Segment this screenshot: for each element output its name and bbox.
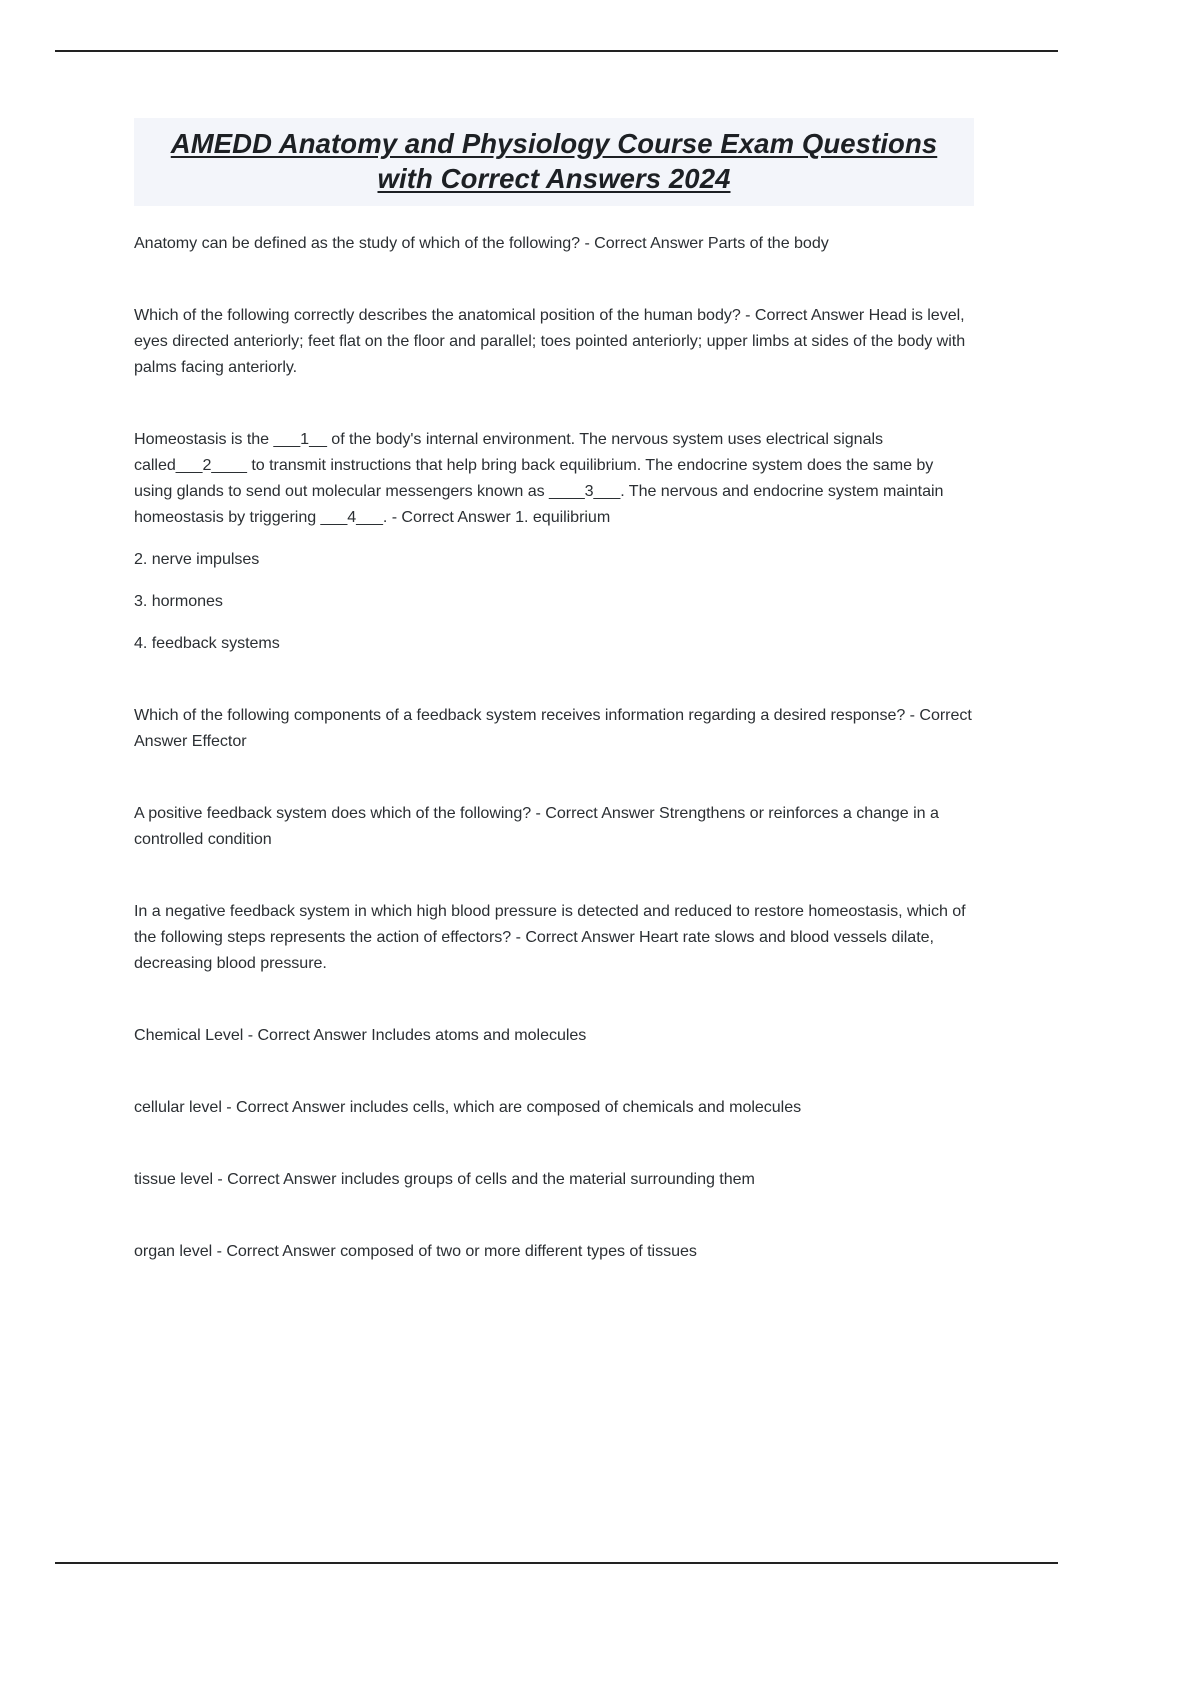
qa-block-anatomical-position: Which of the following correctly describes the anatomical position of the human body? - Correct Answer Head is level, eyes directed anteriorly; feet flat on the floor and parallel; toes pointed anteriorly; upper limbs at sides of the body with palms facing anteriorly. bbox=[134, 306, 966, 376]
qa-block-homeostasis-fill-in: Homeostasis is the ___1__ of the body's internal environment. The nervous system uses electrical signals called___2____ to transmit instructions that help bring back equilibrium. The endocrine system does the same by using glands to send out molecular messengers known as ____3___. The nervous and endocrine system maintain homeostasis by triggering ___4___. - Correct Answer 1. equilibrium bbox=[134, 430, 944, 526]
definition-chemical-level: Chemical Level - Correct Answer Includes atoms and molecules bbox=[134, 1026, 587, 1044]
document-title bbox=[134, 118, 974, 206]
qa-block-positive-feedback: A positive feedback system does which of the following? - Correct Answer Strengthens or reinforces a change in a controlled condition bbox=[134, 804, 939, 848]
document-content bbox=[134, 118, 974, 1264]
answer-item-4: 4. feedback systems bbox=[134, 634, 280, 652]
page-title-line-2: with Correct Answers 2024 bbox=[377, 163, 731, 194]
qa-block-negative-feedback-effectors: In a negative feedback system in which high blood pressure is detected and reduced to restore homeostasis, which of the following steps represents the action of effectors? - Correct Answer Heart rate slows and blood vessels dilate, decreasing blood pressure. bbox=[134, 902, 966, 972]
definition-organ-level: organ level - Correct Answer composed of two or more different types of tissues bbox=[134, 1242, 697, 1260]
qa-block-feedback-receives-information: Which of the following components of a feedback system receives information regarding a desired response? - Correct Answer Effector bbox=[134, 706, 972, 750]
answer-item-3: 3. hormones bbox=[134, 592, 223, 610]
definition-tissue-level: tissue level - Correct Answer includes groups of cells and the material surrounding them bbox=[134, 1170, 755, 1188]
header-rule-top bbox=[55, 50, 1058, 52]
qa-block-anatomy-definition: Anatomy can be defined as the study of which of the following? - Correct Answer Parts of the body bbox=[134, 234, 829, 252]
answer-item-2: 2. nerve impulses bbox=[134, 550, 260, 568]
footer-rule-bottom bbox=[55, 1562, 1058, 1564]
page-title-line-1: AMEDD Anatomy and Physiology Course Exam Questions bbox=[170, 128, 938, 159]
definition-cellular-level: cellular level - Correct Answer includes cells, which are composed of chemicals and molecules bbox=[134, 1098, 802, 1116]
